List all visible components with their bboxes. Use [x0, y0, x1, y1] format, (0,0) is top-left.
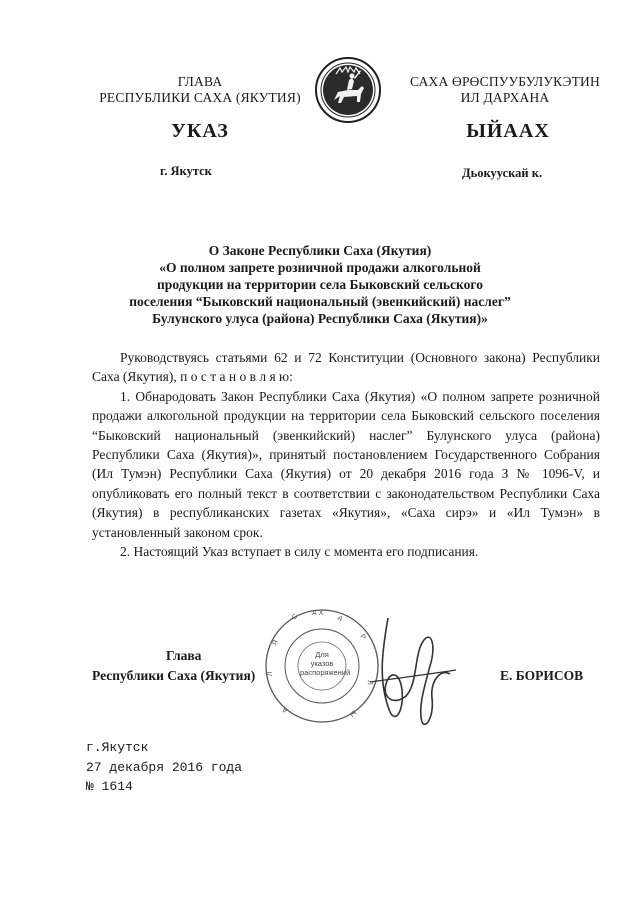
- svg-text:А: А: [336, 614, 344, 624]
- body-item-1: 1. Обнародовать Закон Республики Саха (Якутия) «О полном запрете розничной продажи алкогольной продукции на территории села Быковский сельского поселения “Быковский национальный (эвенкийский) наслег” Булунского улуса (района) Республики Саха (Якутия)», принятый постановлением Государственного Собрания (Ил Тумэн) Республики Саха (Якутия) от 20 декабря 2016 года З № 1096-V, и опубликовать его полный текст в соответствии с законодательством Республики Саха (Якутия) в республиканских газетах «Якутия», «Саха сирэ» и «Ил Тумэн» в установленный законом срок.: [92, 388, 600, 540]
- emblem-icon: [314, 56, 382, 124]
- svg-text:Ы: Ы: [347, 708, 358, 718]
- svg-text:А Х: А Х: [312, 610, 324, 617]
- header-left-line2: РЕСПУБЛИКИ САХА (ЯКУТИЯ): [99, 90, 301, 105]
- stamp-inner-line3: распоряжений: [300, 668, 351, 677]
- signatory-name: Е. БОРИСОВ: [500, 668, 584, 683]
- place-right: Дьокуускай к.: [462, 166, 543, 180]
- stamp-inner-line1: Для: [315, 650, 329, 659]
- header-left-line1: ГЛАВА: [177, 74, 223, 89]
- footer-block: [86, 738, 346, 797]
- svg-text:Р: Р: [358, 633, 367, 641]
- signature-title-line1: Глава: [166, 648, 202, 663]
- place-left: г. Якутск: [160, 164, 212, 178]
- body-item-2: 2. Настоящий Указ вступает в силу с момента его подписания.: [120, 544, 479, 560]
- signature-title: [92, 646, 282, 686]
- doc-type-left: УКАЗ: [171, 120, 229, 142]
- doc-type-right: ЫЙААХ: [466, 120, 550, 142]
- header-right-block: [390, 74, 620, 106]
- title-line-1: О Законе Республики Саха (Якутия): [208, 243, 432, 258]
- title-line-4: поселения “Быковский национальный (эвенкийский) наслег”: [129, 294, 511, 309]
- footer-number: № 1614: [86, 779, 133, 794]
- body-intro: Руководствуясь статьями 62 и 72 Конституции (Основного закона) Республики Саха (Якутия), п о с т а н о в л я ю:: [92, 350, 600, 385]
- title-line-2: «О полном запрете розничной продажи алкогольной: [159, 260, 481, 275]
- stamp-inner-line2: указов: [310, 659, 334, 668]
- svg-text:Л: Л: [365, 679, 373, 686]
- decree-body: [92, 348, 600, 561]
- svg-text:А: А: [281, 705, 290, 714]
- header-right-line1: САХА ӨРӨСПУУБУЛУКЭТИН: [410, 74, 600, 89]
- svg-text:Л: Л: [266, 671, 274, 677]
- title-line-5: Булунского улуса (района) Республики Саха (Якутия)»: [152, 311, 488, 326]
- title-line-3: продукции на территории села Быковский сельского: [157, 277, 483, 292]
- footer-date: 27 декабря 2016 года: [86, 759, 243, 775]
- decree-title: [60, 242, 580, 327]
- svg-text:Я: Я: [271, 639, 280, 647]
- stamp-inner-text: [300, 650, 351, 677]
- handwritten-signature: [360, 612, 460, 732]
- footer-city: г.Якутск: [86, 740, 149, 755]
- header-right-line2: ИЛ ДАРХАНА: [460, 90, 550, 105]
- header-left-block: [80, 74, 320, 106]
- svg-text:С: С: [290, 612, 300, 622]
- signature-title-line2: Республики Саха (Якутия): [92, 668, 256, 683]
